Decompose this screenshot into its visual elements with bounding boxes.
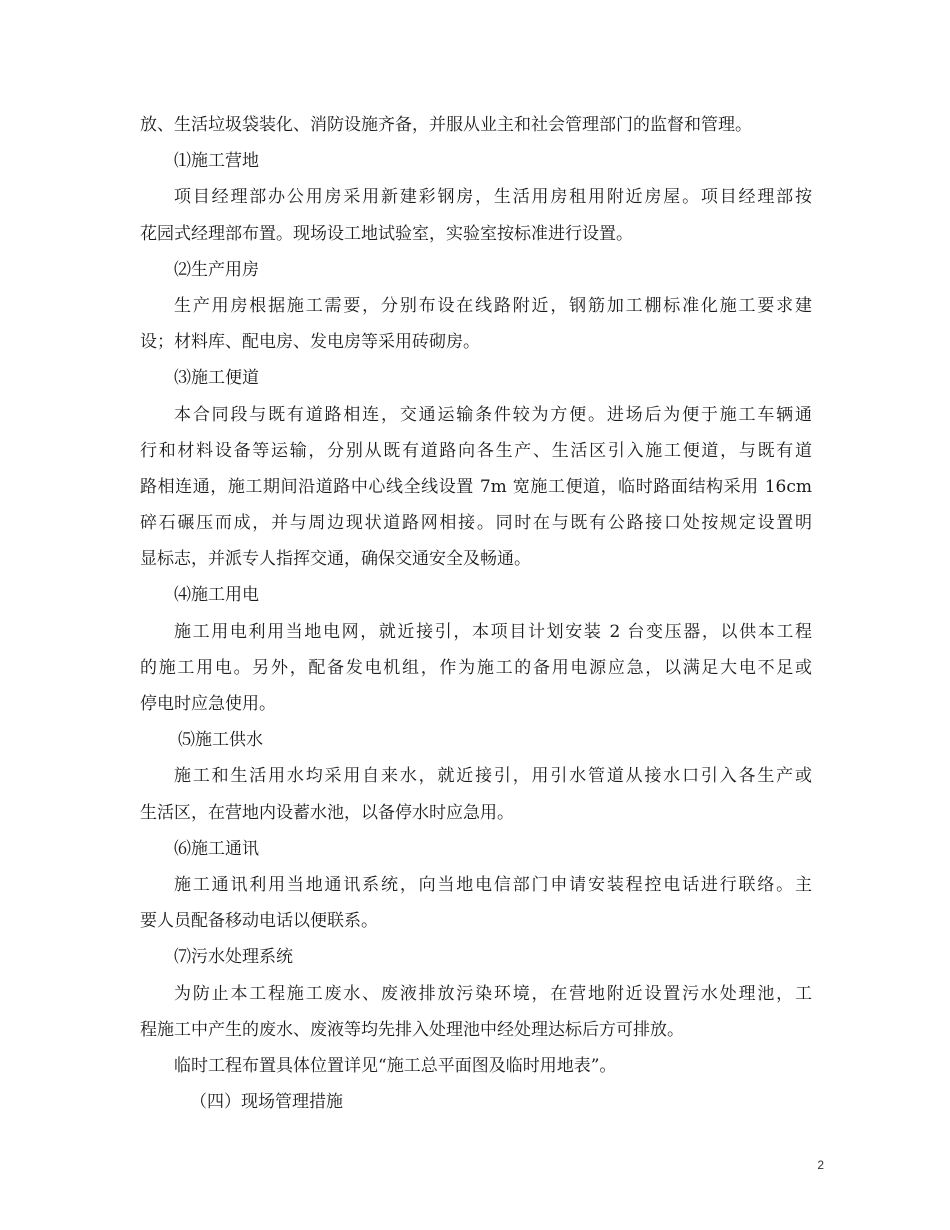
paragraph-line: 施工用电利用当地电网，就近接引，本项目计划安装 2 台变压器，以供本工程: [174, 621, 812, 642]
paragraph-line: 施工通讯利用当地通讯系统，向当地电信部门申请安装程控电话进行联络。主: [174, 874, 812, 895]
section-heading-site-management: （四）现场管理措施: [190, 1092, 343, 1113]
paragraph-line: 为防止本工程施工废水、废液排放污染环境，在营地附近设置污水处理池，工: [174, 983, 812, 1004]
section-heading-camp: ⑴施工营地: [174, 151, 259, 172]
paragraph-line: 要人员配备移动电话以便联系。: [140, 911, 378, 932]
paragraph-line: 程施工中产生的废水、废液等均先排入处理池中经处理达标后方可排放。: [140, 1019, 684, 1040]
document-body: [140, 107, 812, 1120]
paragraph-line: 显标志，并派专人指挥交通，确保交通安全及畅通。: [140, 549, 531, 570]
paragraph-line: 放、生活垃圾袋装化、消防设施齐备，并服从业主和社会管理部门的监督和管理。: [140, 115, 752, 135]
paragraph-line: 生活区，在营地内设蓄水池，以备停水时应急用。: [140, 802, 514, 823]
paragraph-line: 生产用房根据施工需要，分别布设在线路附近，钢筋加工棚标准化施工要求建: [174, 295, 812, 316]
paragraph-line: 停电时应急使用。: [140, 694, 276, 714]
page-number: 2: [817, 1158, 824, 1172]
section-heading-water: ⑸施工供水: [178, 730, 263, 751]
section-heading-access-road: ⑶施工便道: [174, 368, 259, 389]
section-heading-communication: ⑹施工通讯: [174, 838, 259, 859]
section-heading-production-housing: ⑵生产用房: [174, 259, 259, 280]
paragraph-line: 本合同段与既有道路相连，交通运输条件较为方便。进场后为便于施工车辆通: [174, 404, 812, 425]
paragraph-line: 项目经理部办公用房采用新建彩钢房，生活用房租用附近房屋。项目经理部按: [174, 187, 812, 208]
paragraph-line: 路相连通，施工期间沿道路中心线全线设置 7m 宽施工便道，临时路面结构采用 16cm: [140, 476, 812, 497]
paragraph-line: 行和材料设备等运输，分别从既有道路向各生产、生活区引入施工便道，与既有道: [140, 440, 812, 461]
paragraph-line: 临时工程布置具体位置详见“施工总平面图及临时用地表”。: [174, 1055, 617, 1076]
section-heading-sewage: ⑺污水处理系统: [174, 947, 293, 968]
paragraph-line: 施工和生活用水均采用自来水，就近接引，用引水管道从接水口引入各生产或: [174, 766, 812, 787]
section-heading-power: ⑷施工用电: [174, 585, 259, 606]
paragraph-line: 花园式经理部布置。现场设工地试验室，实验室按标准进行设置。: [140, 223, 633, 244]
paragraph-line: 设；材料库、配电房、发电房等采用砖砌房。: [140, 332, 480, 353]
paragraph-line: 的施工用电。另外，配备发电机组，作为施工的备用电源应急，以满足大电不足或: [140, 657, 812, 678]
paragraph-line: 碎石碾压而成，并与周边现状道路网相接。同时在与既有公路接口处按规定设置明: [140, 513, 812, 534]
